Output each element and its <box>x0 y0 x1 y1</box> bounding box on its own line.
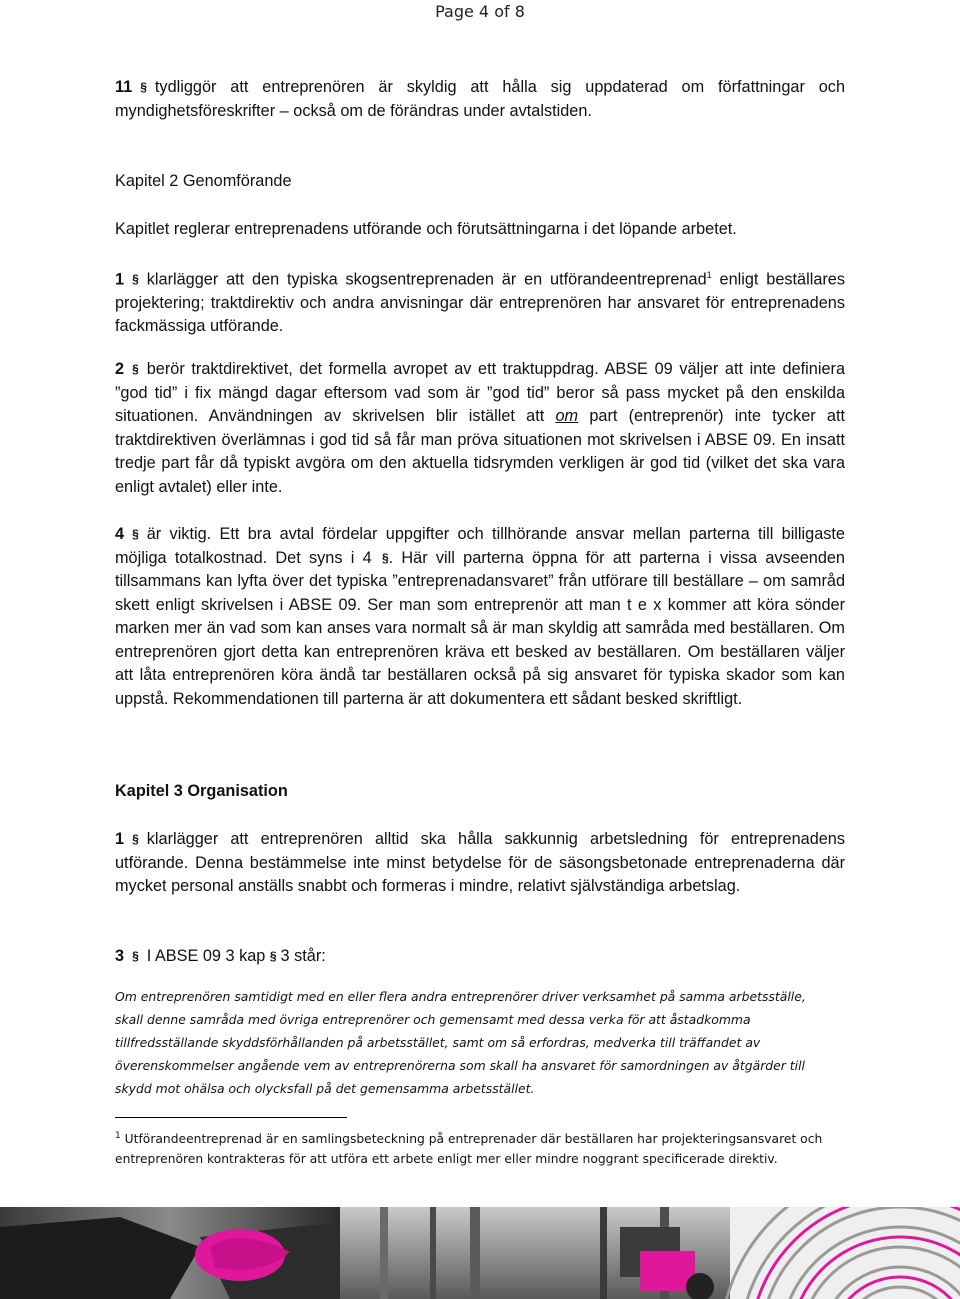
chapter-2-section-2 <box>115 358 845 499</box>
section-symbol-icon: § <box>132 949 139 963</box>
paragraph-number: 3 <box>280 947 290 965</box>
paragraph-number: 3 <box>115 947 125 965</box>
paragraph-number: 1 <box>115 270 125 289</box>
paragraph-number: 2 <box>115 360 125 378</box>
chapter-2-title: Kapitel 2 Genomförande <box>115 172 292 190</box>
paragraph-text: klarlägger att entreprenören alltid ska hålla sakkunnig arbetsledning för entreprenadens utförande. Denna bestämmelse inte minst betydelse för de säsongsbetonade entreprenaderna där mycket personal anställs snabbt och formeras i mindre, relativt självständiga arbetslag. <box>115 830 845 895</box>
abse-quote <box>115 985 845 1100</box>
paragraph-11 <box>115 76 845 123</box>
paragraph-text: enligt beställares projektering; traktdirektiv och andra anvisningar där entreprenören har ansvaret för entreprenadens fackmässiga utförande. <box>115 270 846 336</box>
section-symbol-icon: § <box>132 362 139 376</box>
footnote-mark: 1 <box>115 1131 121 1141</box>
section-symbol-icon: § <box>132 832 139 846</box>
section-symbol-icon: § <box>381 550 389 565</box>
paragraph-number: 1 <box>115 830 125 848</box>
quote-line: överenskommelser angående vem av entreprenörerna som skall ha ansvaret för samordningen av åtgärder till <box>115 1058 805 1073</box>
paragraph-text: berör traktdirektivet, det formella avropet av ett traktuppdrag. ABSE 09 väljer att inte definiera ”god tid” i fix mängd dagar eftersom vad som är ”god tid” beror så pass mycket på den enskilda situationen. Användningen av skrivelsen blir istället att <box>115 360 845 425</box>
chapter-3-section-1 <box>115 828 845 899</box>
page-number: Page 4 of 8 <box>435 2 525 21</box>
chapter-3-section-3 <box>115 945 845 969</box>
section-symbol-icon: § <box>132 527 139 541</box>
chapter-3-title: Kapitel 3 Organisation <box>115 782 288 800</box>
quote-line: skall denne samråda med övriga entreprenörer och gemensamt med dessa verka för att åstadkomma <box>115 1012 751 1027</box>
footnote-reference[interactable]: 1 <box>706 270 712 280</box>
quote-line: skydd mot ohälsa och olycksfall på det gemensamma arbetsstället. <box>115 1081 535 1096</box>
section-symbol-icon: § <box>140 80 147 94</box>
paragraph-number: 4 <box>115 525 125 543</box>
paragraph-text: står: <box>294 947 326 965</box>
paragraph-text: part (entreprenör) inte tycker att traktdirektiven överlämnas i god tid så får man pröva situationen mot skrivelsen i ABSE 09. En insatt tredje part får då typiskt avgöra om den aktuella tidsrymden verkligen är god tid (vilket det ska vara enligt avtalet) eller inte. <box>115 407 845 496</box>
footnote-divider <box>115 1117 347 1118</box>
chapter-2-intro: Kapitlet reglerar entreprenadens utförande och förutsättningarna i det löpande arbetet. <box>115 220 737 238</box>
quote-line: Om entreprenören samtidigt med en eller flera andra entreprenörer driver verksamhet på samma arbetsställe, <box>115 989 806 1004</box>
paragraph-text: är viktig. Ett bra avtal fördelar uppgifter och tillhörande ansvar mellan parterna till billigaste möjliga totalkostnad. Det syns i 4 <box>115 525 845 567</box>
paragraph-text: klarlägger att den typiska skogsentreprenaden är en utförandeentreprenad <box>146 270 707 289</box>
paragraph-text: I ABSE 09 3 kap <box>146 947 266 965</box>
section-symbol-icon: § <box>269 949 277 963</box>
footnote <box>115 1126 850 1169</box>
emphasis-om: om <box>555 407 579 425</box>
section-symbol-icon: § <box>132 272 139 287</box>
chapter-2-section-4 <box>115 523 845 711</box>
paragraph-text: tydliggör att entreprenören är skyldig att hålla sig uppdaterad om författningar och myndighetsföreskrifter – också om de förändras under avtalstiden. <box>115 78 845 120</box>
footer-banner-image <box>0 1207 960 1299</box>
footnote-text: Utförandeentreprenad är en samlingsbeteckning på entreprenader där beställaren har projekteringsansvaret och entreprenören kontrakteras för att utföra ett arbete enligt mer eller mindre noggrant specificerade direktiv. <box>115 1132 823 1167</box>
quote-line: tillfredsställande skyddsförhållanden på arbetsstället, samt om så erfordras, medverka till träffandet av <box>115 1035 761 1050</box>
paragraph-number: 11 <box>115 78 133 96</box>
paragraph-text: . Här vill parterna öppna för att parterna i vissa avseenden tillsammans kan lyfta över det typiska ”entreprenadansvaret” från utförare till beställare – om samråd skett enligt skrivelsen i ABSE 09. Ser man som entreprenör att man t e x kommer att köra sönder marken mer än vad som kan anses vara normalt så är man skyldig att samråda med beställaren. Om entreprenören gjort detta kan entreprenören kräva ett besked av beställaren. Om beställaren väljer att låta entreprenören köra ändå tar beställaren också på sig ansvaret för typiska skador som kan uppstå. Rekommendationen till parterna är att dokumentera ett sådant besked skriftligt. <box>115 548 845 708</box>
footer-collage-icon <box>0 1207 960 1299</box>
chapter-2-section-1 <box>115 264 845 339</box>
